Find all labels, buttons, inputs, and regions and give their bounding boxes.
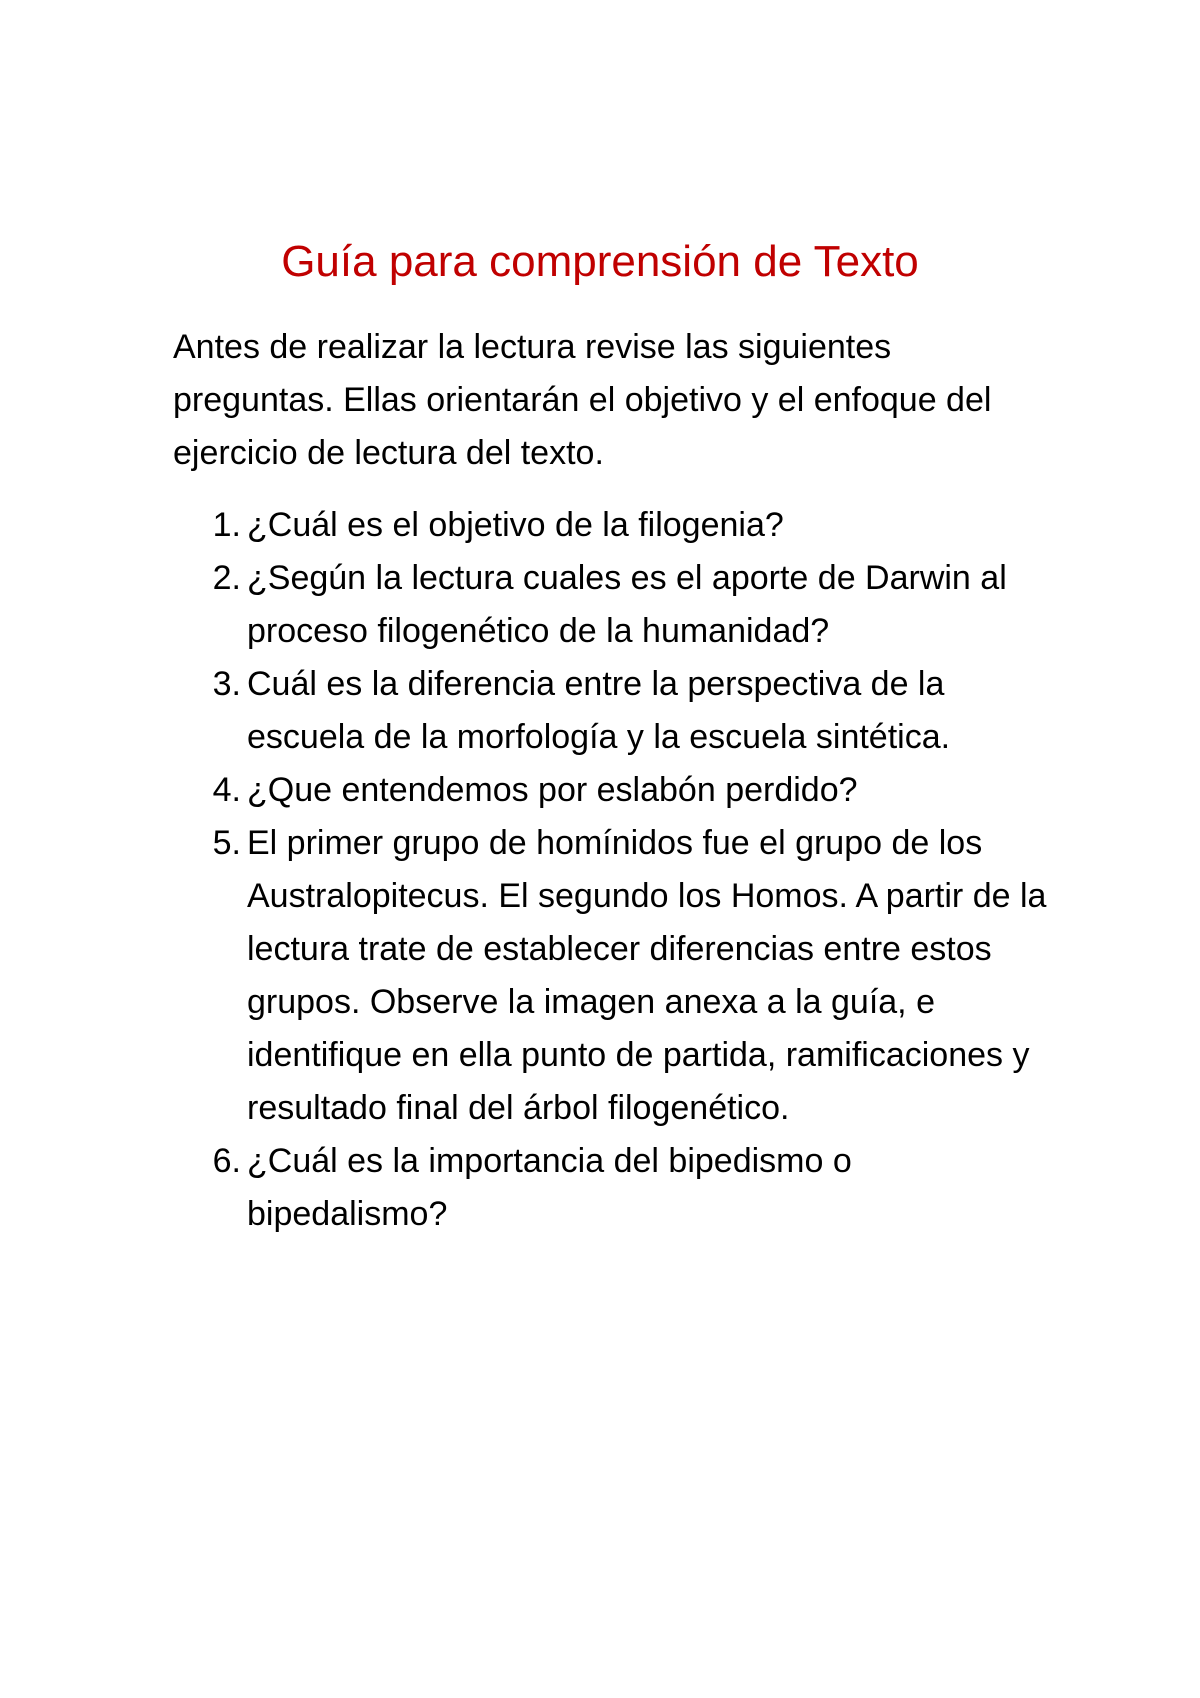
question-text: El primer grupo de homínidos fue el grupo de los Australopitecus. El segundo los Homos. A partir de la lectura trate de establecer diferencias entre estos grupos. Observe la imagen anexa a la guía, e identifique en ella punto de partida, ramificaciones y resultado final del árbol filogenético. [247,824,1047,1127]
question-item-2 [173,552,1053,658]
question-text: ¿Según la lectura cuales es el aporte de Darwin al proceso filogenético de la humanidad? [247,559,1007,650]
question-item-4 [173,764,1053,817]
question-list [173,499,1053,1241]
question-text: ¿Cuál es el objetivo de la filogenia? [247,506,784,544]
question-item-6 [173,1135,1053,1241]
question-number: 1. [212,506,241,544]
question-number: 3. [212,665,241,703]
question-item-3 [173,658,1053,764]
question-number: 2. [212,559,241,597]
question-text: Cuál es la diferencia entre la perspectiva de la escuela de la morfología y la escuela sintética. [247,665,951,756]
question-item-5 [173,817,1053,1135]
intro-paragraph: Antes de realizar la lectura revise las siguientes preguntas. Ellas orientarán el objetivo y el enfoque del ejercicio de lectura del texto. [173,328,992,472]
document-title: Guía para comprensión de Texto [281,237,919,286]
question-number: 6. [212,1142,241,1180]
question-text: ¿Que entendemos por eslabón perdido? [247,771,858,809]
question-text: ¿Cuál es la importancia del bipedismo o bipedalismo? [247,1142,852,1233]
question-number: 4. [212,771,241,809]
question-item-1 [173,499,1053,552]
question-number: 5. [212,824,241,862]
